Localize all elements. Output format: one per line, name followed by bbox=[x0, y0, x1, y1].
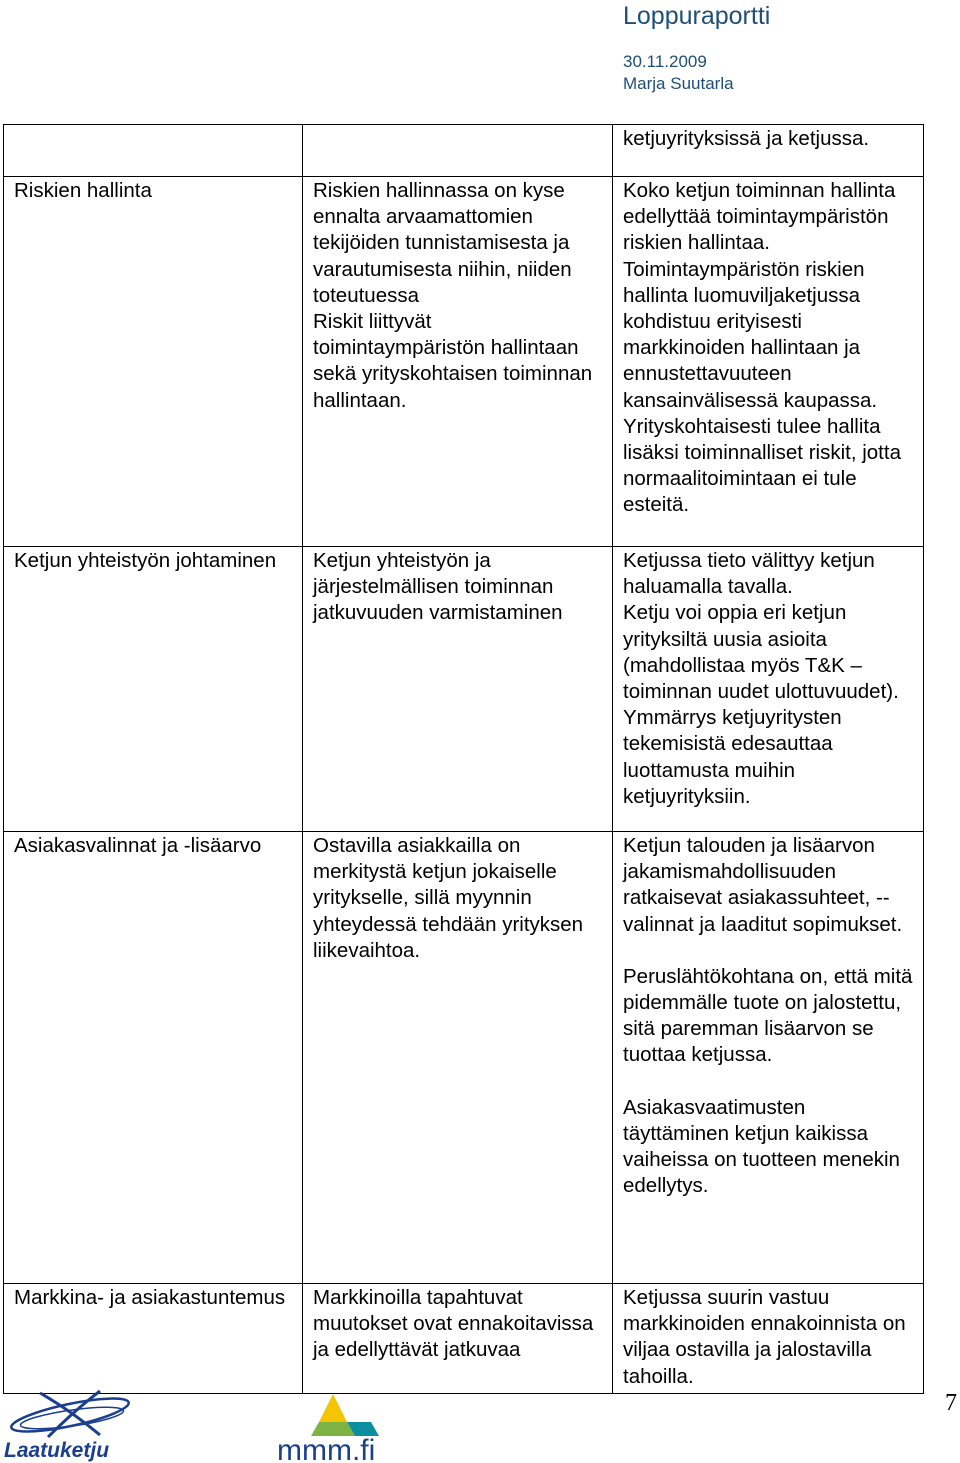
cell-paragraph: Ymmärrys ketjuyritysten tekemisistä edesauttaa luottamusta muihin ketjuyrityksiin. bbox=[623, 706, 842, 808]
content-table bbox=[3, 124, 924, 1394]
cell-paragraph: Ketjun talouden ja lisäarvon jakamismahdollisuuden ratkaisevat asiakassuhteet, --valinnat ja laaditut sopimukset. bbox=[623, 834, 903, 936]
cell-paragraph: Ostavilla asiakkailla on merkitystä ketjun jokaiselle yritykselle, sillä myynnin yhteydessä tehdään yrityksen liikevaihtoa. bbox=[313, 834, 584, 962]
row-topic-cell: Riskien hallinta bbox=[4, 177, 303, 547]
row-description-cell bbox=[303, 125, 613, 177]
laatuketju-logo-text: Laatuketju bbox=[4, 1439, 110, 1462]
cell-paragraph: Koko ketjun toiminnan hallinta edellyttää toimintaympäristön riskien hallintaa. bbox=[623, 179, 896, 255]
cell-paragraph: Ketjun yhteistyön ja järjestelmällisen toiminnan jatkuvuuden varmistaminen bbox=[313, 549, 563, 625]
mmm-logo bbox=[275, 1392, 415, 1463]
cell-paragraph: Riskit liittyvät toimintaympäristön hallintaan sekä yrityskohtaisen toiminnan hallintaan. bbox=[313, 310, 593, 412]
report-date: 30.11.2009 bbox=[623, 52, 707, 71]
cell-paragraph: Yrityskohtaisesti tulee hallita lisäksi toiminnalliset riskit, jotta normaalitoimintaan ei tule esteitä. bbox=[623, 414, 901, 517]
row-description-cell bbox=[303, 177, 613, 547]
row-chain-cell bbox=[613, 1284, 924, 1394]
report-title: Loppuraportti bbox=[623, 2, 771, 30]
cell-paragraph bbox=[623, 1069, 915, 1095]
row-topic-cell: Markkina- ja asiakastuntemus bbox=[4, 1284, 303, 1394]
cell-paragraph: Ketju voi oppia eri ketjun yrityksiltä uusia asioita (mahdollistaa myös T&K –toiminnan uudet ulottuvuudet). bbox=[623, 601, 899, 704]
row-topic-cell bbox=[4, 125, 303, 177]
cell-paragraph: Ketjussa suurin vastuu markkinoiden ennakoinnista on viljaa ostavilla ja jalostavilla tahoilla. bbox=[623, 1286, 906, 1388]
cell-paragraph: Toimintaympäristön riskien hallinta luomuviljaketjussa kohdistuu erityisesti markkinoiden hallintaan ja ennustettavuuteen kansainvälisessä kaupassa. bbox=[623, 257, 878, 412]
cell-paragraph: Markkinoilla tapahtuvat muutokset ovat ennakoitavissa ja edellyttävät jatkuvaa bbox=[313, 1286, 594, 1362]
cell-paragraph: Riskien hallinnassa on kyse ennalta arvaamattomien tekijöiden tunnistamisesta ja varautumisesta niihin, niiden toteutuessa bbox=[313, 179, 572, 307]
mmm-logo-text: mmm.fi bbox=[277, 1434, 376, 1463]
table-row bbox=[4, 177, 924, 547]
table-row bbox=[4, 832, 924, 1284]
report-author: Marja Suutarla bbox=[623, 74, 734, 93]
table-row bbox=[4, 1284, 924, 1394]
cell-paragraph: Asiakasvaatimusten täyttäminen ketjun kaikissa vaiheissa on tuotteen menekin edellytys. bbox=[623, 1095, 900, 1198]
row-chain-cell bbox=[613, 547, 924, 832]
laatuketju-logo bbox=[0, 1385, 160, 1463]
cell-paragraph: ketjuyrityksissä ja ketjussa. bbox=[623, 127, 870, 150]
row-chain-cell bbox=[613, 832, 924, 1284]
page-number: 7 bbox=[945, 1390, 957, 1416]
row-description-cell bbox=[303, 1284, 613, 1394]
row-chain-cell bbox=[613, 125, 924, 177]
table-row bbox=[4, 125, 924, 177]
row-description-cell bbox=[303, 832, 613, 1284]
cell-paragraph bbox=[623, 938, 915, 964]
page-header bbox=[623, 0, 770, 95]
cell-paragraph: Ketjussa tieto välittyy ketjun haluamalla tavalla. bbox=[623, 549, 875, 599]
row-description-cell bbox=[303, 547, 613, 832]
row-chain-cell bbox=[613, 177, 924, 547]
row-topic-cell: Ketjun yhteistyön johtaminen bbox=[4, 547, 303, 832]
cell-paragraph: Peruslähtökohtana on, että mitä pidemmälle tuote on jalostettu, sitä paremman lisäarvon se tuottaa ketjussa. bbox=[623, 964, 913, 1067]
table-row bbox=[4, 547, 924, 832]
row-topic-cell: Asiakasvalinnat ja -lisäarvo bbox=[4, 832, 303, 1284]
